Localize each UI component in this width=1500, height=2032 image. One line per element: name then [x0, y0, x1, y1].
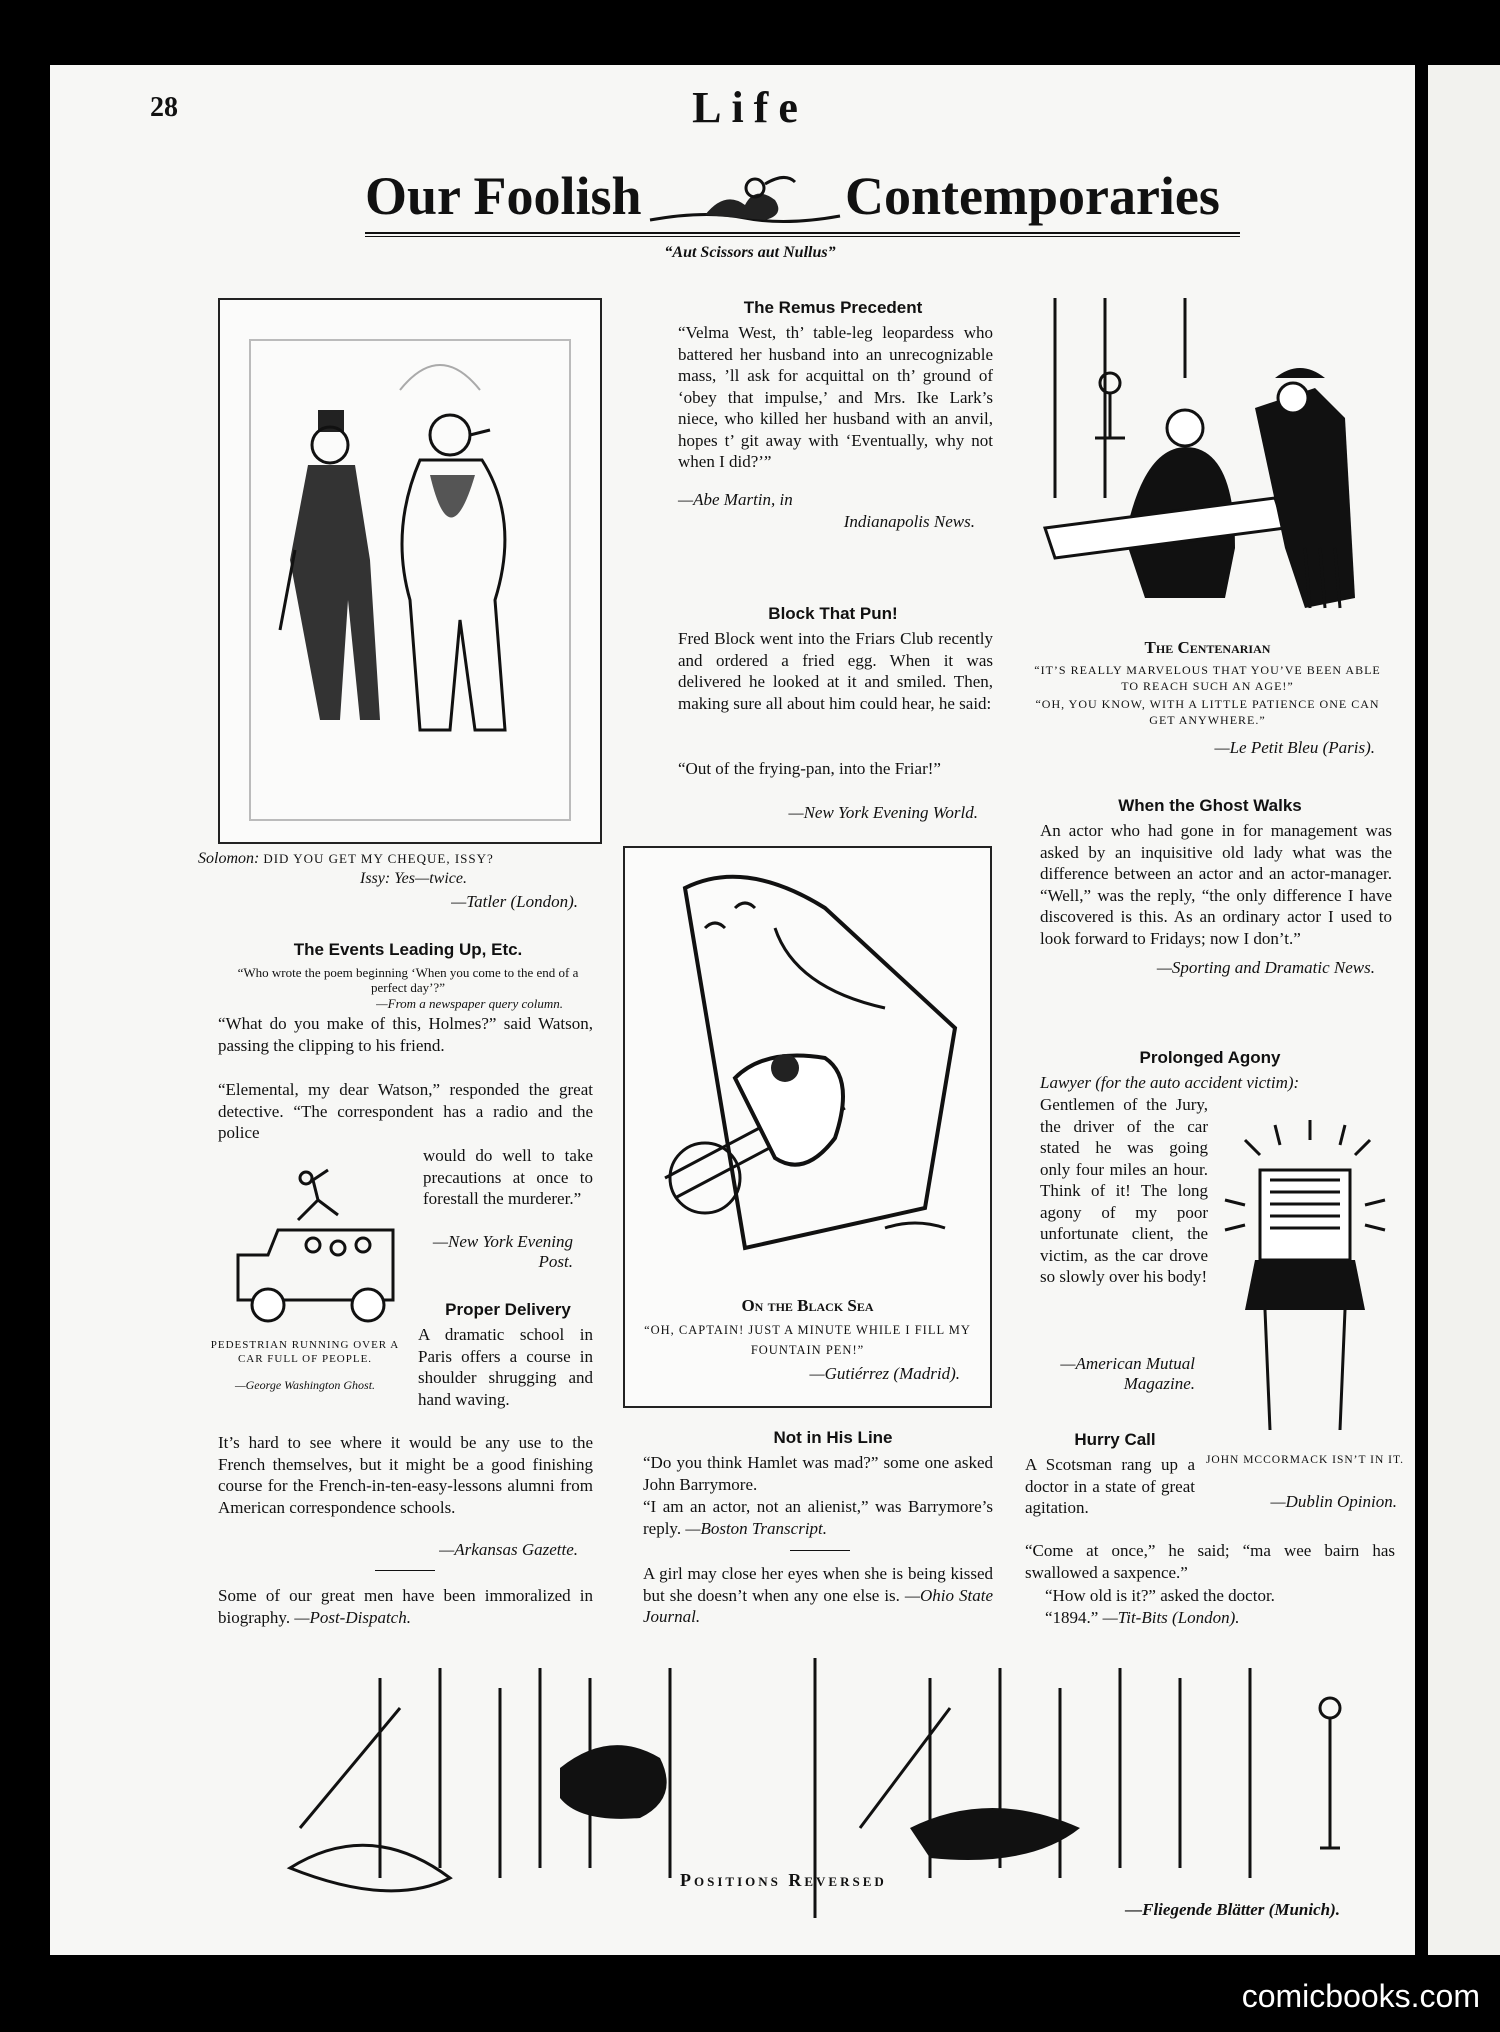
events-quote-source: —From a newspaper query column. [376, 996, 563, 1011]
some-text: Some of our great men have been immoralized in biography. [218, 1586, 593, 1627]
banner-rule-thin [365, 236, 1240, 237]
hurry-body-4 [1045, 1607, 1395, 1629]
divider [790, 1550, 850, 1551]
speaker-solomon: Solomon: [198, 850, 260, 867]
block-body: Fred Block went into the Friars Club recently and ordered a fried egg. When it was delivered he looked at it and smiled. Then, making sure all about him could hear, he said: [678, 629, 993, 713]
black-sea-caption: “OH, CAPTAIN! JUST A MINUTE WHILE I FILL MY FOUNTAIN PEN!” [644, 1323, 971, 1357]
notline-title: Not in His Line [773, 1428, 893, 1447]
some-body [218, 1585, 593, 1628]
agony-intro: Lawyer (for the auto accident victim): [1040, 1073, 1300, 1092]
banner-right-text: Contemporaries [845, 166, 1220, 226]
banner-left-text: Our Foolish [365, 166, 642, 226]
notline-reply: “I am an actor, not an alienist,” was Barrymore’s reply. [643, 1497, 993, 1538]
proper-credit: —Arkansas Gazette. [439, 1540, 578, 1559]
gramophone-cartoon [1215, 1110, 1395, 1440]
centenarian-cartoon [1035, 298, 1380, 623]
two-men-drawing [220, 300, 600, 842]
notline-body: “Do you think Hamlet was mad?” some one asked John Barrymore. [643, 1453, 993, 1494]
events-body-3: would do well to take precautions at once to forestall the murderer.” [423, 1146, 593, 1208]
events-credit: —New York Evening Post. [432, 1232, 573, 1271]
pedestrian-car-cartoon [218, 1160, 418, 1330]
tatler-credit: —Tatler (London). [451, 892, 578, 911]
divider [375, 1570, 435, 1571]
solomon-caption [198, 848, 598, 870]
remus-title: The Remus Precedent [743, 298, 923, 317]
gramophone-credit: —Dublin Opinion. [1270, 1492, 1397, 1511]
block-credit: —New York Evening World. [788, 803, 978, 822]
hurry-title: Hurry Call [1074, 1430, 1156, 1449]
banner-rule [365, 232, 1240, 234]
centenarian-line-1: “IT’S REALLY MARVELOUS THAT YOU’VE BEEN ABLE TO REACH SUCH AN AGE!” [1034, 663, 1381, 693]
black-sea-cartoon-box [623, 846, 992, 1408]
masthead: Life [692, 83, 808, 132]
ship-deck-drawing [625, 848, 990, 1278]
agony-title: Prolonged Agony [1139, 1048, 1281, 1067]
remus-body: “Velma West, th’ table-leg leopardess who battered her husband into an unrecognizable mass, ’ll ask for acquittal on th’ ground of ‘obey that impulse,’ and Mrs. Ike Lark’s niece, who killed her husband with an anvil, hopes t’ git away with ‘Eventually, why not when I did?’” [678, 323, 993, 471]
car-drawing [218, 1160, 418, 1330]
page-number: 28 [150, 92, 178, 123]
pedestrian-credit: —George Washington Ghost. [234, 1378, 376, 1392]
events-title: The Events Leading Up, Etc. [293, 940, 523, 959]
hurry-body-2: “Come at once,” he said; “ma wee bairn has swallowed a saxpence.” [1025, 1541, 1395, 1582]
girl-credit: —Ohio State Journal. [643, 1585, 993, 1626]
ghost-body: An actor who had gone in for management was asked by an inquisitive old lady what was the difference between an actor and an actor-manager. “Well,” was the reply, “the only difference I have discovered is this. As an ordinary actor I used to look forward to Fridays; now I don’t.” [1040, 821, 1392, 948]
events-body-2: “Elemental, my dear Watson,” responded the great detective. “The correspondent has a radio and the police [218, 1080, 593, 1142]
girl-body [643, 1563, 993, 1628]
black-sea-title: On the Black Sea [741, 1296, 874, 1315]
watermark: comicbooks.com [1241, 1978, 1480, 2014]
ghost-title: When the Ghost Walks [1118, 796, 1302, 815]
issy-caption [360, 870, 467, 888]
solomon-line: DID YOU GET MY CHEQUE, ISSY? [263, 851, 494, 866]
notline-body-2 [643, 1496, 993, 1539]
hurry-body: A Scotsman rang up a doctor in a state of great agitation. [1025, 1455, 1195, 1517]
ghost-credit: —Sporting and Dramatic News. [1156, 958, 1375, 977]
centenarian-line-2: “OH, YOU KNOW, WITH A LITTLE PATIENCE ONE CAN GET ANYWHERE.” [1035, 697, 1380, 727]
proper-body-2: It’s hard to see where it would be any use to the French themselves, but it might be a good finishing course for the French-in-ten-easy-lessons alumni from American correspondence schools. [218, 1433, 593, 1517]
gramophone-caption: JOHN MCCORMACK ISN’T IN IT. [1205, 1454, 1405, 1466]
events-body: “What do you make of this, Holmes?” said Watson, passing the clipping to his friend. [218, 1014, 593, 1055]
adjacent-page-edge [1428, 65, 1500, 1955]
issy-line: Yes—twice. [394, 870, 467, 887]
remus-credit: —Abe Martin, in [678, 490, 793, 509]
centenarian-title: The Centenarian [1144, 638, 1271, 657]
centenarian-credit: —Le Petit Bleu (Paris). [1214, 738, 1375, 757]
speaker-issy: Issy: [360, 870, 391, 887]
notline-credit: —Boston Transcript. [685, 1518, 828, 1538]
agony-body: Gentlemen of the Jury, the driver of the car stated he was going only four miles an hour. Think of it! The long agony of my poor unfortunate client, the victim, as the car drove so slowly over his body! [1040, 1095, 1208, 1286]
some-credit: —Post-Dispatch. [294, 1607, 411, 1627]
agony-credit: —American Mutual Magazine. [1060, 1354, 1195, 1393]
cherub-icon [645, 170, 845, 230]
fliegende-credit: —Fliegende Blätter (Munich). [1125, 1900, 1340, 1919]
phonograph-drawing [1215, 1110, 1395, 1440]
remus-credit-2: Indianapolis News. [843, 512, 975, 531]
block-title: Block That Pun! [768, 604, 898, 623]
positions-reversed-title: Positions Reversed [680, 1870, 887, 1890]
block-body-2: “Out of the frying-pan, into the Friar!” [678, 759, 941, 778]
old-men-bench-drawing [1035, 298, 1380, 623]
positions-reversed-strip [250, 1648, 1410, 1938]
cartoon-solomon-issy [218, 298, 602, 844]
girl-text: A girl may close her eyes when she is being kissed but she doesn’t when any one else is. [643, 1564, 993, 1605]
hunter-boar-drawing [250, 1648, 1410, 1938]
pedestrian-caption: PEDESTRIAN RUNNING OVER A CAR FULL OF PEOPLE. [210, 1339, 400, 1365]
hurry-body-3: “How old is it?” asked the doctor. [1045, 1586, 1275, 1605]
proper-title: Proper Delivery [445, 1300, 571, 1319]
black-sea-credit: —Gutiérrez (Madrid). [809, 1364, 960, 1383]
proper-body: A dramatic school in Paris offers a course in shoulder shrugging and hand waving. [418, 1325, 593, 1409]
hurry-credit: —Tit-Bits (London). [1102, 1608, 1240, 1627]
banner-motto: “Aut Scissors aut Nullus” [664, 244, 836, 261]
hurry-answer: “1894.” [1045, 1608, 1099, 1627]
events-quote: “Who wrote the poem beginning ‘When you come to the end of a perfect day’?” [237, 965, 579, 995]
